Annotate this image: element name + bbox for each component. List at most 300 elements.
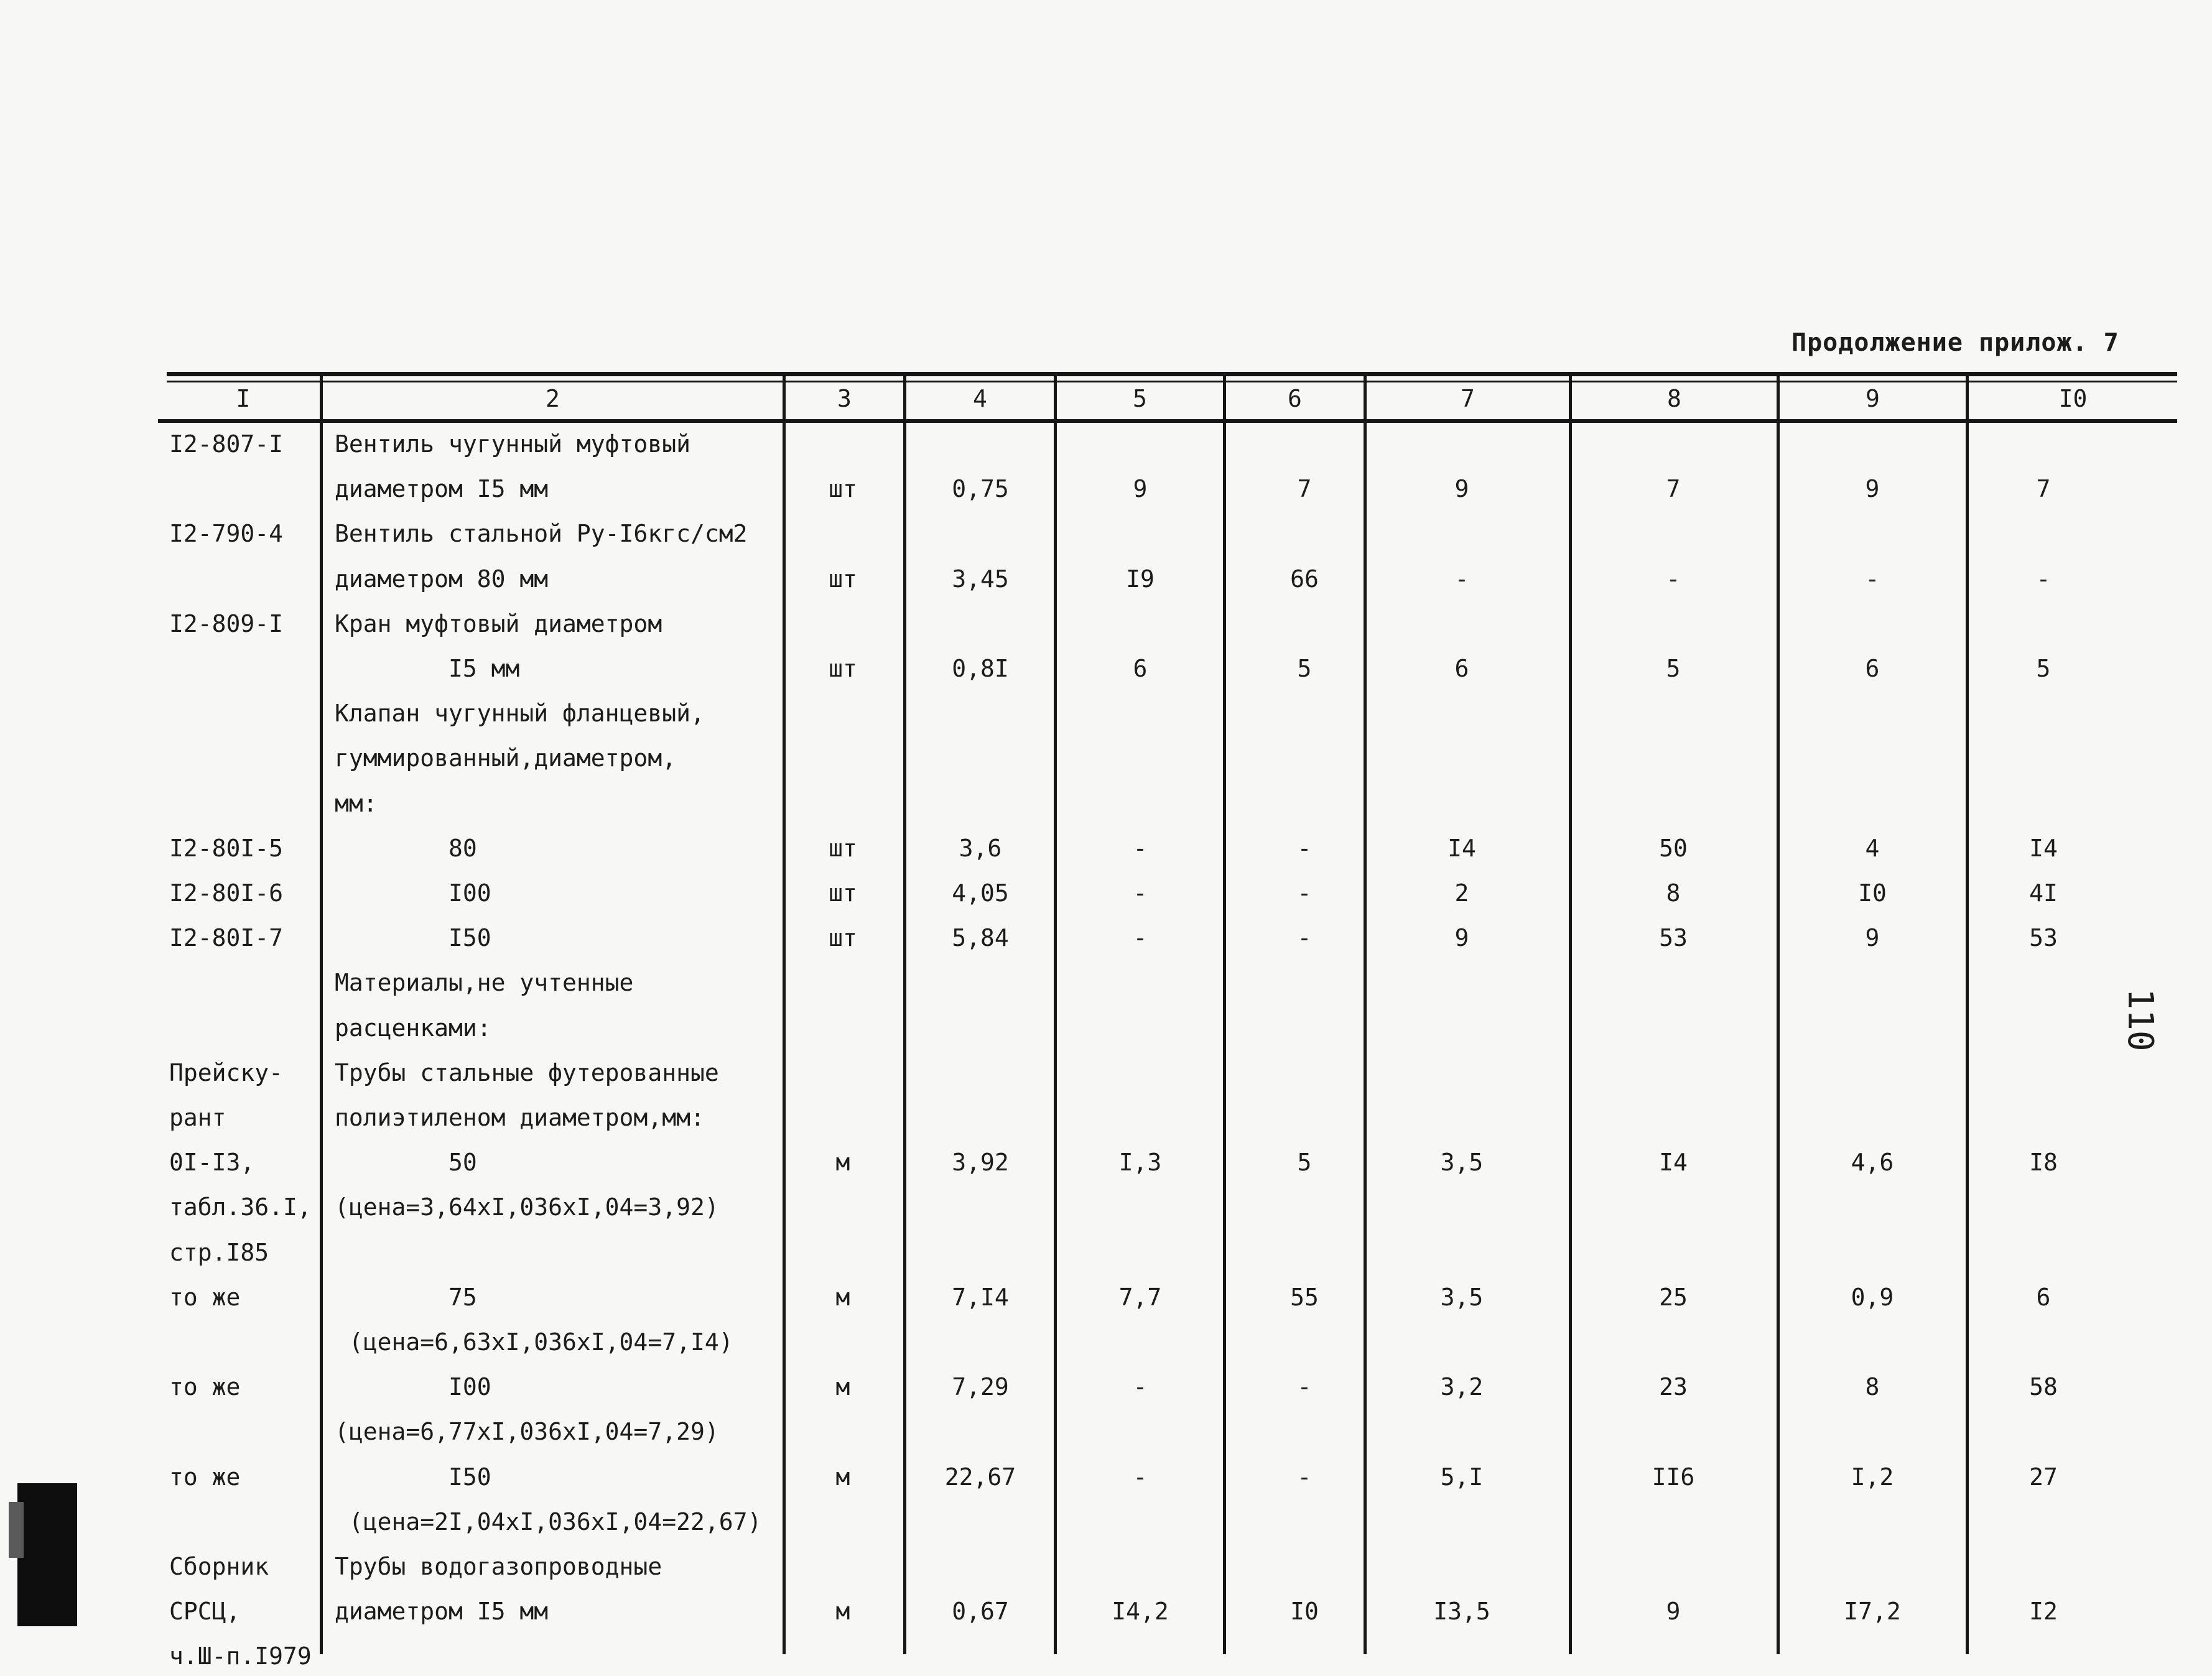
table-cell-col-4 [906, 1233, 1055, 1272]
table-cell-col-6 [1225, 738, 1383, 778]
table-cell-col-9: 9 [1865, 475, 1880, 502]
table-cell-col-8: I4 [1659, 1149, 1688, 1176]
table-cell-col-7: 6 [1454, 655, 1469, 682]
table-cell-col-7 [1369, 1187, 1555, 1227]
table-cell-col-7 [1369, 604, 1555, 644]
table-cell-col-6 [1225, 1322, 1383, 1362]
table-cell-col-9 [1779, 424, 1966, 464]
table-cell-col-3: шт [829, 879, 857, 907]
table-cell-col-2: (цена=6,77хI,036хI,04=7,29) [335, 1418, 719, 1445]
table-cell-col-3 [789, 1502, 897, 1542]
table-cell-col-9: 4,6 [1851, 1149, 1894, 1176]
table-cell-col-10 [1966, 693, 2121, 733]
table-cell-col-10 [1966, 1636, 2121, 1676]
table-cell-col-3 [789, 1547, 897, 1586]
table-cell-col-4 [906, 1412, 1055, 1451]
table-cell-col-3: м [835, 1284, 850, 1311]
table-cell-col-6: - [1297, 924, 1312, 951]
table-cell-col-5 [1057, 1187, 1223, 1227]
table-row [0, 514, 2212, 553]
table-cell-col-3 [789, 514, 897, 553]
table-cell-col-7 [1369, 514, 1555, 553]
table-cell-col-4 [906, 1098, 1055, 1137]
table-cell-col-1: то же [169, 1373, 241, 1401]
table-cell-col-5 [1057, 1322, 1223, 1362]
table-cell-col-8: 25 [1659, 1284, 1688, 1311]
table-cell-col-6 [1225, 693, 1383, 733]
table-cell-col-10 [1966, 604, 2121, 644]
table-row [0, 1636, 2212, 1676]
table-cell-col-6 [1225, 1098, 1383, 1137]
table-cell-col-10: - [2036, 565, 2051, 593]
table-cell-col-7: 5,I [1440, 1463, 1484, 1491]
table-cell-col-10 [1966, 514, 2121, 553]
table-cell-col-9 [1779, 1008, 1966, 1048]
table-cell-col-8 [1574, 1412, 1773, 1451]
table-cell-col-10 [1966, 424, 2121, 464]
table-cell-col-10 [1966, 784, 2121, 823]
table-cell-col-5 [1057, 1098, 1223, 1137]
continuation-note: Продолжение прилож. 7 [1791, 328, 2119, 357]
table-row [0, 1233, 2212, 1272]
header-bottom-rule [158, 419, 2177, 423]
table-cell-col-7 [1369, 1322, 1555, 1362]
table-cell-col-9 [1779, 1412, 1966, 1451]
table-cell-col-2: Кран муфтовый диаметром [335, 610, 662, 637]
table-row [0, 693, 2212, 733]
table-row [0, 738, 2212, 778]
table-cell-col-4 [906, 1187, 1055, 1227]
table-row [0, 1053, 2212, 1093]
table-cell-col-10: 4I [2029, 879, 2058, 907]
table-cell-col-7 [1369, 1502, 1555, 1542]
table-cell-col-9: I,2 [1851, 1463, 1894, 1491]
table-cell-col-5: I4,2 [1112, 1598, 1169, 1625]
table-cell-col-9 [1779, 1636, 1966, 1676]
table-row [0, 649, 2212, 688]
table-cell-col-7: - [1454, 565, 1469, 593]
table-cell-col-4 [906, 1547, 1055, 1586]
table-row [0, 828, 2212, 868]
table-cell-col-6: - [1297, 879, 1312, 907]
table-cell-col-10: 7 [2036, 475, 2051, 502]
table-cell-col-6 [1225, 424, 1383, 464]
table-cell-col-4 [906, 784, 1055, 823]
table-cell-col-2: 50 [335, 1149, 477, 1176]
table-cell-col-7: 3,2 [1440, 1373, 1484, 1401]
table-row [0, 1277, 2212, 1317]
table-cell-col-4 [906, 1322, 1055, 1362]
column-header: I [236, 385, 251, 412]
table-cell-col-4 [906, 1502, 1055, 1542]
table-cell-col-5 [1057, 784, 1223, 823]
table-cell-col-7 [1369, 693, 1555, 733]
table-cell-col-9 [1779, 1187, 1966, 1227]
table-cell-col-3 [789, 1053, 897, 1093]
table-row [0, 1457, 2212, 1497]
column-header: 2 [546, 385, 560, 412]
table-cell-col-2: Вентиль чугунный муфтовый [335, 430, 690, 458]
table-cell-col-5: - [1133, 1373, 1148, 1401]
table-cell-col-2: I50 [335, 924, 491, 951]
table-cell-col-7 [1369, 738, 1555, 778]
table-cell-col-6 [1225, 1636, 1383, 1676]
table-cell-col-3: шт [829, 924, 857, 951]
table-cell-col-1: Прейску- [169, 1059, 284, 1086]
table-cell-col-10 [1966, 1322, 2121, 1362]
table-row [0, 1008, 2212, 1048]
table-cell-col-3: шт [829, 475, 857, 502]
table-cell-col-9: I0 [1858, 879, 1887, 907]
table-cell-col-4 [906, 604, 1055, 644]
table-cell-col-7: I4 [1448, 835, 1476, 862]
table-cell-col-5 [1057, 514, 1223, 553]
table-cell-col-8: 9 [1666, 1598, 1681, 1625]
table-cell-col-2: 80 [335, 835, 477, 862]
table-cell-col-3: шт [829, 655, 857, 682]
table-cell-col-9: I7,2 [1844, 1598, 1901, 1625]
table-row [0, 963, 2212, 1002]
table-cell-col-8 [1574, 784, 1773, 823]
table-cell-col-6 [1225, 604, 1383, 644]
table-cell-col-6: 66 [1290, 565, 1319, 593]
table-cell-col-9: 0,9 [1851, 1284, 1894, 1311]
table-cell-col-7 [1369, 1053, 1555, 1093]
table-cell-col-8 [1574, 1053, 1773, 1093]
table-cell-col-3: шт [829, 565, 857, 593]
table-cell-col-8 [1574, 1233, 1773, 1272]
table-cell-col-3 [789, 1008, 897, 1048]
table-cell-col-5 [1057, 1233, 1223, 1272]
table-cell-col-1: 0I-I3, [169, 1149, 255, 1176]
table-cell-col-9: - [1865, 565, 1880, 593]
table-cell-col-5: 9 [1133, 475, 1148, 502]
table-cell-col-8 [1574, 514, 1773, 553]
table-cell-col-2: диаметром 80 мм [335, 565, 549, 593]
column-header: 3 [837, 385, 852, 412]
table-cell-col-2: I00 [335, 1373, 491, 1401]
table-cell-col-7 [1369, 1008, 1555, 1048]
table-cell-col-3: м [835, 1598, 850, 1625]
table-cell-col-3 [789, 963, 897, 1002]
table-cell-col-2: Клапан чугунный фланцевый, [335, 700, 705, 727]
table-cell-col-5: I,3 [1118, 1149, 1162, 1176]
table-cell-col-5 [1057, 1502, 1223, 1542]
table-cell-col-6: 55 [1290, 1284, 1319, 1311]
column-header: 8 [1667, 385, 1681, 412]
table-cell-col-1: СРСЦ, [169, 1598, 241, 1625]
table-cell-col-8: 53 [1659, 924, 1688, 951]
table-cell-col-6 [1225, 1233, 1383, 1272]
table-cell-col-3 [789, 604, 897, 644]
table-cell-col-9 [1779, 1547, 1966, 1586]
table-cell-col-8: 7 [1666, 475, 1681, 502]
table-cell-col-9 [1779, 1502, 1966, 1542]
table-cell-col-7 [1369, 1233, 1555, 1272]
table-cell-col-8: II6 [1652, 1463, 1695, 1491]
table-cell-col-2: I00 [335, 879, 491, 907]
table-cell-col-4 [906, 1053, 1055, 1093]
table-cell-col-2: 75 [335, 1284, 477, 1311]
table-cell-col-4 [906, 963, 1055, 1002]
table-cell-col-3: шт [829, 835, 857, 862]
table-row [0, 1322, 2212, 1362]
table-cell-col-8 [1574, 604, 1773, 644]
table-cell-col-6 [1225, 1053, 1383, 1093]
table-cell-col-5: 7,7 [1118, 1284, 1162, 1311]
table-cell-col-4 [906, 693, 1055, 733]
table-cell-col-8 [1574, 424, 1773, 464]
table-cell-col-2: (цена=3,64хI,036хI,04=3,92) [335, 1193, 719, 1221]
table-cell-col-10 [1966, 1233, 2121, 1272]
table-cell-col-5 [1057, 604, 1223, 644]
table-cell-col-6 [1225, 784, 1383, 823]
table-cell-col-8: 50 [1659, 835, 1688, 862]
table-cell-col-5 [1057, 963, 1223, 1002]
table-cell-col-2: (цена=2I,04хI,036хI,04=22,67) [335, 1508, 762, 1535]
table-row [0, 469, 2212, 509]
table-cell-col-5: - [1133, 1463, 1148, 1491]
table-cell-col-6: - [1297, 1373, 1312, 1401]
table-cell-col-8 [1574, 1187, 1773, 1227]
column-header: I0 [2058, 385, 2088, 412]
table-cell-col-1: табл.36.I, [169, 1193, 312, 1221]
table-cell-col-9 [1779, 693, 1966, 733]
table-cell-col-8 [1574, 1008, 1773, 1048]
table-cell-col-4: 7,I4 [952, 1284, 1009, 1311]
table-cell-col-7 [1369, 963, 1555, 1002]
table-cell-col-7 [1369, 424, 1555, 464]
table-cell-col-9 [1779, 1098, 1966, 1137]
table-cell-col-9: 6 [1865, 655, 1880, 682]
table-cell-col-7 [1369, 1098, 1555, 1137]
table-cell-col-9 [1779, 604, 1966, 644]
table-cell-col-1: Сборник [169, 1553, 269, 1580]
table-cell-col-8 [1574, 1098, 1773, 1137]
table-cell-col-5 [1057, 424, 1223, 464]
table-cell-col-3: м [835, 1463, 850, 1491]
table-cell-col-10 [1966, 1053, 2121, 1093]
table-cell-col-10: 5 [2036, 655, 2051, 682]
table-cell-col-4 [906, 514, 1055, 553]
table-cell-col-7: 2 [1454, 879, 1469, 907]
table-cell-col-2: Трубы водогазопроводные [335, 1553, 662, 1580]
table-cell-col-2: диаметром I5 мм [335, 1598, 549, 1625]
table-cell-col-3 [789, 738, 897, 778]
table-cell-col-9 [1779, 514, 1966, 553]
table-cell-col-1: I2-80I-7 [169, 924, 284, 951]
table-cell-col-3 [789, 784, 897, 823]
table-cell-col-8: 23 [1659, 1373, 1688, 1401]
table-cell-col-10: 6 [2036, 1284, 2051, 1311]
table-cell-col-5: I9 [1126, 565, 1155, 593]
table-row [0, 424, 2212, 464]
table-cell-col-7: 9 [1454, 475, 1469, 502]
table-cell-col-8 [1574, 1502, 1773, 1542]
table-cell-col-3 [789, 424, 897, 464]
table-cell-col-8: 8 [1666, 879, 1681, 907]
table-cell-col-4: 7,29 [952, 1373, 1009, 1401]
table-cell-col-7: 3,5 [1440, 1284, 1484, 1311]
table-cell-col-6 [1225, 1412, 1383, 1451]
table-row [0, 918, 2212, 958]
table-cell-col-9: 4 [1865, 835, 1880, 862]
table-cell-col-9 [1779, 1053, 1966, 1093]
table-cell-col-4: 5,84 [952, 924, 1009, 951]
table-cell-col-5: 6 [1133, 655, 1148, 682]
table-cell-col-1: I2-790-4 [169, 520, 284, 547]
table-row [0, 559, 2212, 599]
table-cell-col-7: 3,5 [1440, 1149, 1484, 1176]
table-cell-col-7: 9 [1454, 924, 1469, 951]
table-cell-col-5 [1057, 1008, 1223, 1048]
table-cell-col-2: I50 [335, 1463, 491, 1491]
table-cell-col-3: м [835, 1149, 850, 1176]
table-cell-col-2: Вентиль стальной Ру-I6кгс/см2 [335, 520, 748, 547]
table-cell-col-4 [906, 424, 1055, 464]
table-cell-col-4: 3,6 [959, 835, 1002, 862]
table-cell-col-2: мм: [335, 790, 378, 817]
table-cell-col-1: I2-80I-5 [169, 835, 284, 862]
column-header: 5 [1133, 385, 1147, 412]
table-row [0, 1502, 2212, 1542]
table-cell-col-6 [1225, 1502, 1383, 1542]
table-row [0, 604, 2212, 644]
column-header: 9 [1866, 385, 1880, 412]
table-cell-col-10 [1966, 963, 2121, 1002]
table-cell-col-5 [1057, 1053, 1223, 1093]
table-row [0, 1142, 2212, 1182]
table-cell-col-10: 27 [2029, 1463, 2058, 1491]
table-cell-col-3 [789, 1636, 897, 1676]
column-header: 7 [1461, 385, 1475, 412]
table-cell-col-5 [1057, 1547, 1223, 1586]
column-header: 4 [973, 385, 987, 412]
table-cell-col-8 [1574, 1547, 1773, 1586]
table-row [0, 873, 2212, 913]
table-cell-col-2: диаметром I5 мм [335, 475, 549, 502]
table-cell-col-9 [1779, 784, 1966, 823]
table-cell-col-8 [1574, 1636, 1773, 1676]
table-cell-col-7 [1369, 784, 1555, 823]
table-cell-col-4 [906, 1636, 1055, 1676]
table-cell-col-8 [1574, 738, 1773, 778]
table-row [0, 1367, 2212, 1407]
table-cell-col-2: полиэтиленом диаметром,мм: [335, 1104, 705, 1131]
table-cell-col-10 [1966, 1098, 2121, 1137]
table-cell-col-9 [1779, 1233, 1966, 1272]
table-cell-col-6 [1225, 1008, 1383, 1048]
table-cell-col-4 [906, 738, 1055, 778]
table-cell-col-8 [1574, 1322, 1773, 1362]
table-cell-col-5 [1057, 738, 1223, 778]
table-row [0, 784, 2212, 823]
table-cell-col-3 [789, 1098, 897, 1137]
table-cell-col-10 [1966, 1008, 2121, 1048]
column-header: 6 [1288, 385, 1302, 412]
table-cell-col-6: 5 [1297, 655, 1312, 682]
table-row [0, 1098, 2212, 1137]
table-row [0, 1591, 2212, 1631]
table-cell-col-6: 7 [1297, 475, 1312, 502]
table-cell-col-3 [789, 693, 897, 733]
table-cell-col-7 [1369, 1547, 1555, 1586]
table-cell-col-10: 58 [2029, 1373, 2058, 1401]
table-cell-col-1: рант [169, 1104, 226, 1131]
table-cell-col-6: - [1297, 835, 1312, 862]
table-cell-col-9 [1779, 738, 1966, 778]
table-cell-col-6 [1225, 1547, 1383, 1586]
table-cell-col-9 [1779, 963, 1966, 1002]
table-cell-col-8: - [1666, 565, 1681, 593]
table-cell-col-5 [1057, 1412, 1223, 1451]
table-cell-col-10: I2 [2029, 1598, 2058, 1625]
table-cell-col-6: I0 [1290, 1598, 1319, 1625]
table-cell-col-10: I4 [2029, 835, 2058, 862]
table-cell-col-9: 8 [1865, 1373, 1880, 1401]
table-cell-col-4: 0,75 [952, 475, 1009, 502]
table-cell-col-7 [1369, 1412, 1555, 1451]
table-cell-col-2: расценками: [335, 1014, 491, 1042]
table-row [0, 1412, 2212, 1451]
table-cell-col-4: 22,67 [944, 1463, 1016, 1491]
table-cell-col-5: - [1133, 835, 1148, 862]
table-cell-col-4: 0,8I [952, 655, 1009, 682]
table-cell-col-9: 9 [1865, 924, 1880, 951]
table-cell-col-10 [1966, 1502, 2121, 1542]
table-cell-col-3 [789, 1412, 897, 1451]
table-cell-col-1: стр.I85 [169, 1239, 269, 1266]
table-cell-col-1: I2-80I-6 [169, 879, 284, 907]
table-row [0, 1187, 2212, 1227]
table-cell-col-1: то же [169, 1463, 241, 1491]
table-cell-col-5: - [1133, 924, 1148, 951]
table-cell-col-10: I8 [2029, 1149, 2058, 1176]
table-cell-col-3: м [835, 1373, 850, 1401]
table-cell-col-3 [789, 1187, 897, 1227]
table-cell-col-5: - [1133, 879, 1148, 907]
table-cell-col-10 [1966, 1547, 2121, 1586]
table-cell-col-2: (цена=6,63хI,036хI,04=7,I4) [335, 1328, 733, 1356]
table-cell-col-1: ч.Ш-п.I979 [169, 1642, 312, 1670]
table-cell-col-4 [906, 1008, 1055, 1048]
table-cell-col-6: 5 [1297, 1149, 1312, 1176]
table-cell-col-1: то же [169, 1284, 241, 1311]
table-cell-col-10 [1966, 1187, 2121, 1227]
table-cell-col-2: Трубы стальные футерованные [335, 1059, 719, 1086]
table-cell-col-8: 5 [1666, 655, 1681, 682]
table-cell-col-5 [1057, 693, 1223, 733]
table-cell-col-2: гуммированный,диаметром, [335, 744, 677, 772]
table-cell-col-8 [1574, 693, 1773, 733]
table-cell-col-4: 4,05 [952, 879, 1009, 907]
table-cell-col-4: 3,45 [952, 565, 1009, 593]
table-cell-col-6 [1225, 514, 1383, 553]
table-top-rule-thin [167, 381, 2177, 382]
table-cell-col-8 [1574, 963, 1773, 1002]
table-cell-col-1: I2-809-I [169, 610, 284, 637]
table-cell-col-5 [1057, 1636, 1223, 1676]
table-row [0, 1547, 2212, 1586]
table-cell-col-4: 3,92 [952, 1149, 1009, 1176]
table-cell-col-6: - [1297, 1463, 1312, 1491]
table-cell-col-3 [789, 1233, 897, 1272]
table-cell-col-3 [789, 1322, 897, 1362]
table-top-rule [167, 372, 2177, 376]
table-cell-col-6 [1225, 963, 1383, 1002]
table-cell-col-10 [1966, 738, 2121, 778]
table-cell-col-2: I5 мм [335, 655, 520, 682]
